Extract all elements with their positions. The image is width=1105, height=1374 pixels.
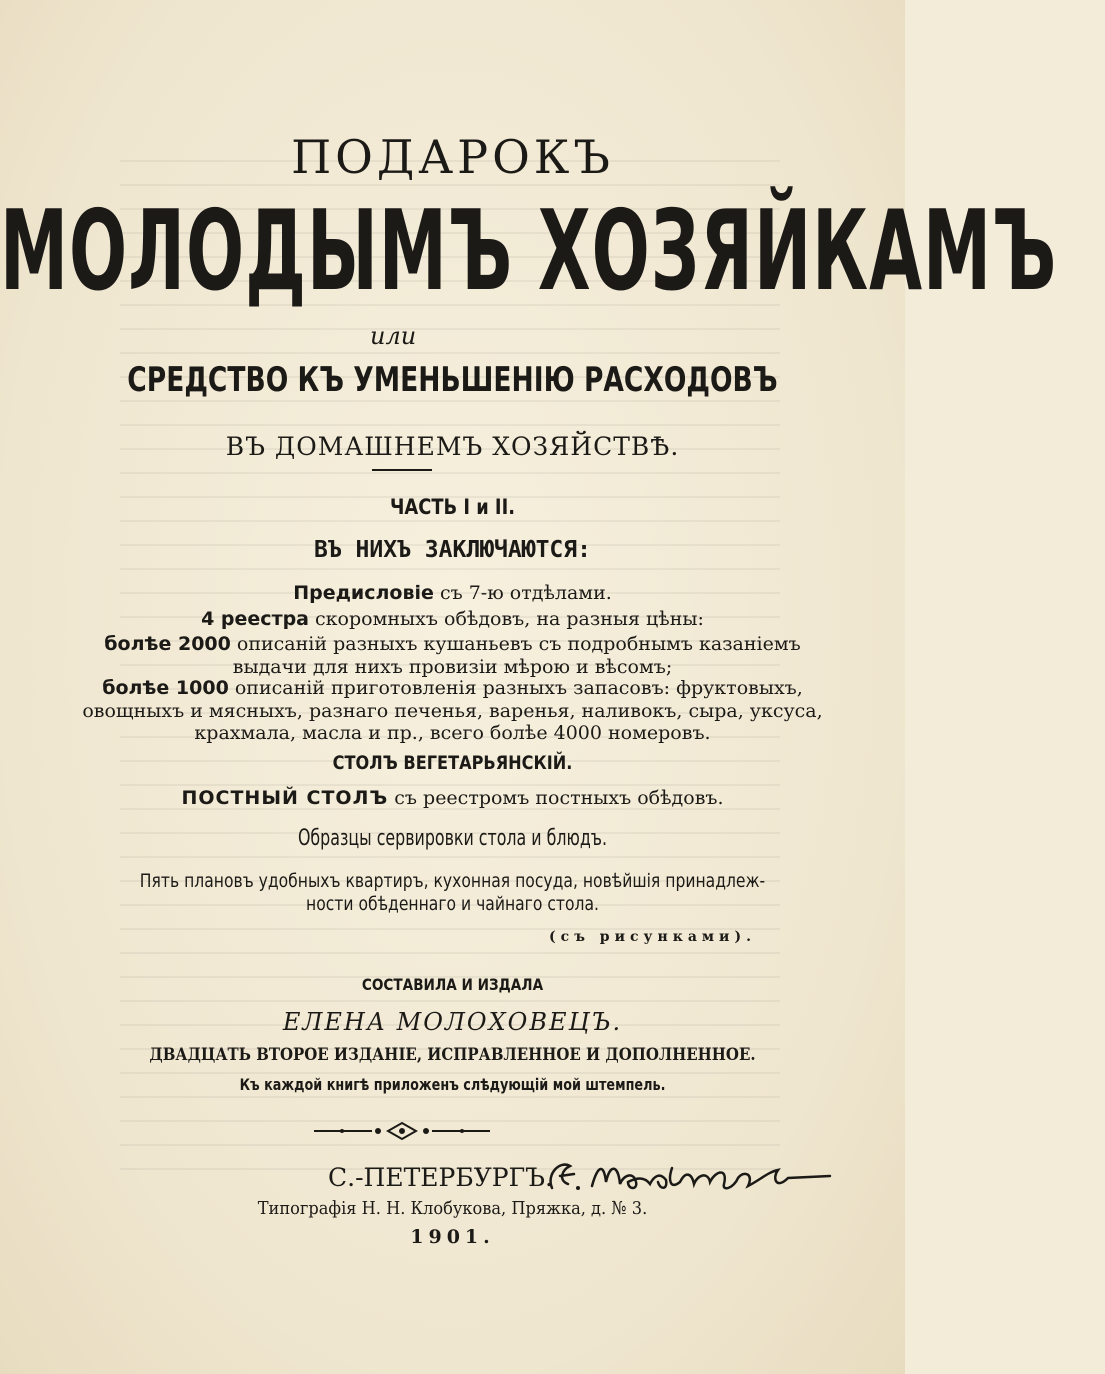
contents-heading: ВЪ НИХЪ ЗАКЛЮЧАЮТСЯ: bbox=[314, 537, 591, 563]
contents-line-2-bold: 4 реестра bbox=[201, 608, 309, 630]
title-line-4: ВЪ ДОМАШНЕМЪ ХОЗЯЙСТВѢ. bbox=[225, 432, 680, 461]
contents-line-2 bbox=[0, 608, 905, 630]
contents-line-4: выдачи для нихъ провизіи мѣрою и вѣсомъ; bbox=[232, 656, 673, 678]
contents-line-3 bbox=[0, 633, 905, 655]
title-line-2: МОЛОДЫМЪ ХОЗЯЙКАМЪ bbox=[0, 186, 1058, 316]
contents-line-7: крахмала, масла и пр., всего болѣе 4000 номеровъ. bbox=[194, 722, 711, 744]
vegetarian-table: СТОЛЪ ВЕГЕТАРЬЯНСКІЙ. bbox=[332, 752, 573, 774]
contents-line-3-bold: болѣе 2000 bbox=[104, 633, 231, 655]
divider-rule bbox=[372, 469, 432, 471]
stamp-note: Къ каждой книгѣ приложенъ слѣдующій мой штемпель. bbox=[239, 1075, 666, 1094]
title-line-1: ПОДАРОКЪ bbox=[291, 130, 614, 184]
contents-line-2-rest: скоромныхъ обѣдовъ, на разныя цѣны: bbox=[309, 608, 704, 630]
plans-line-1: Пять плановъ удобныхъ квартиръ, кухонная посуда, новѣйшія принадлеж- bbox=[139, 870, 766, 892]
compiled-by: СОСТАВИЛА И ИЗДАЛА bbox=[361, 975, 544, 994]
author-name: ЕЛЕНА МОЛОХОВЕЦЪ. bbox=[282, 1008, 623, 1036]
lenten-table bbox=[0, 787, 905, 809]
plans-line-2: ности обѣденнаго и чайнаго стола. bbox=[306, 893, 599, 915]
city: С.-ПЕТЕРБУРГЪ. bbox=[328, 1163, 553, 1192]
title-or: или bbox=[370, 322, 417, 350]
contents-line-5-bold: болѣе 1000 bbox=[102, 677, 229, 699]
publication-year: 1901. bbox=[410, 1226, 495, 1248]
contents-line-1-rest: съ 7-ю отдѣлами. bbox=[433, 582, 612, 604]
printer-address: Типографія Н. Н. Клобукова, Пряжка, д. № 3. bbox=[257, 1198, 648, 1219]
contents-line-3-rest: описаній разныхъ кушаньевъ съ подробнымъ казаніемъ bbox=[230, 633, 801, 655]
ornament-divider-icon bbox=[312, 1120, 492, 1142]
title-line-3: СРЕДСТВО КЪ УМЕНЬШЕНІЮ РАСХОДОВЪ bbox=[127, 360, 778, 400]
contents-line-6: овощныхъ и мясныхъ, разнаго печенья, варенья, наливокъ, сыра, уксуса, bbox=[82, 700, 823, 722]
lenten-table-bold: ПОСТНЫЙ СТОЛЪ bbox=[181, 787, 389, 809]
serving-samples: Образцы сервировки стола и блюдъ. bbox=[297, 826, 608, 851]
lenten-table-rest: съ реестромъ постныхъ обѣдовъ. bbox=[388, 787, 724, 809]
contents-line-1 bbox=[0, 582, 905, 604]
parts-label: ЧАСТЬ I и II. bbox=[390, 495, 515, 519]
edition-note: ДВАДЦАТЬ ВТОРОЕ ИЗДАНІЕ, ИСПРАВЛЕННОЕ И ДОПОЛНЕННОЕ. bbox=[149, 1045, 756, 1065]
illustrations-note: (съ рисунками). bbox=[549, 929, 756, 945]
contents-line-5 bbox=[0, 677, 905, 699]
contents-line-1-bold: Предисловіе bbox=[293, 582, 434, 604]
contents-line-5-rest: описаній приготовленія разныхъ запасовъ: фруктовыхъ, bbox=[228, 677, 803, 699]
handwritten-signature-icon bbox=[540, 1150, 840, 1200]
